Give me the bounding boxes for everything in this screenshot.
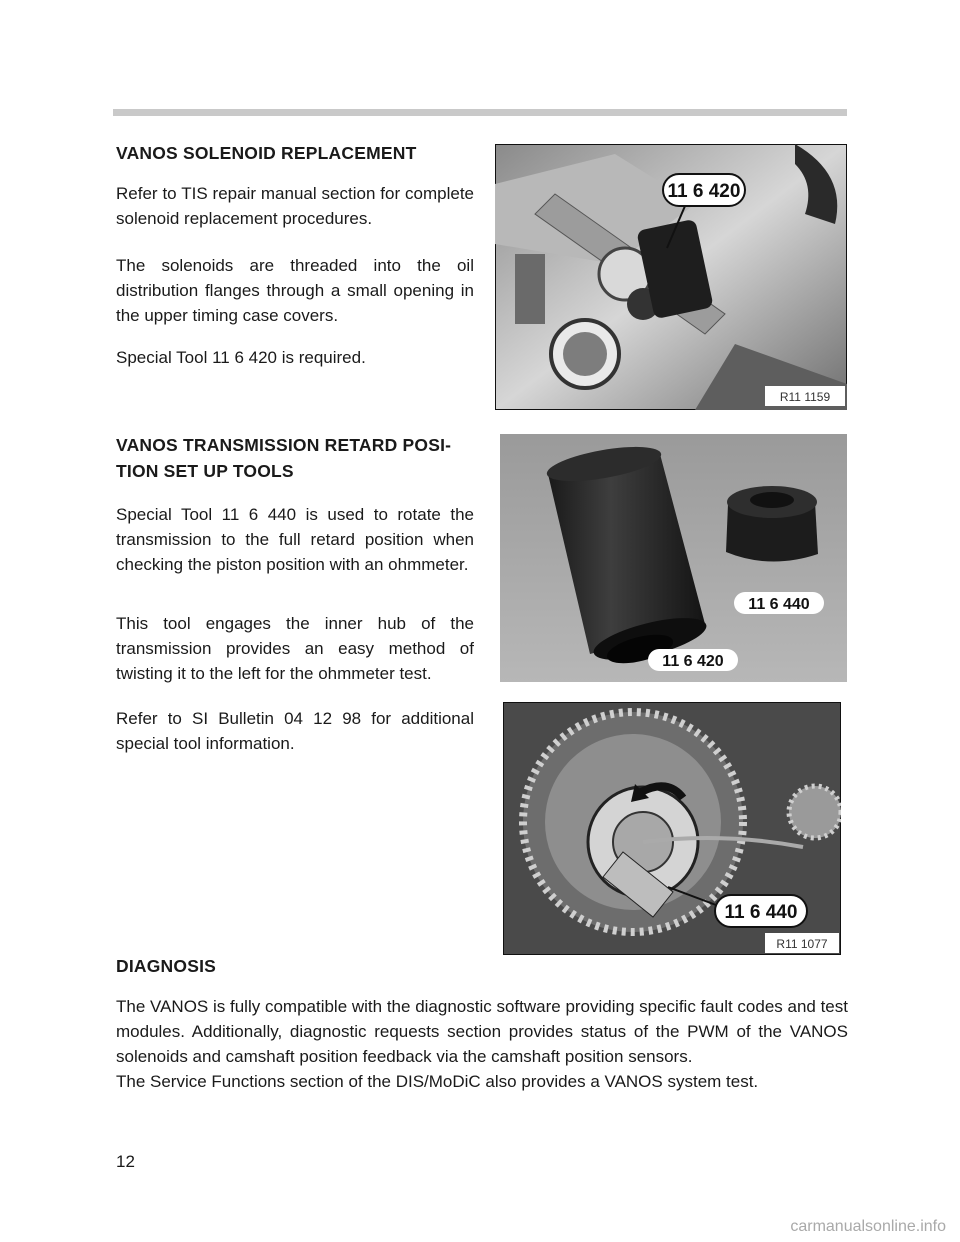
paragraph-si-bulletin: Refer to SI Bulletin 04 12 98 for additional special tool information.: [116, 709, 474, 753]
page-number: 12: [116, 1152, 135, 1171]
paragraph-special-tool-required: Special Tool 11 6 420 is required.: [116, 348, 366, 367]
header-rule: [113, 109, 847, 116]
section-heading-diagnosis: DIAGNOSIS: [116, 956, 217, 976]
section-heading-retard-line2: TION SET UP TOOLS: [116, 461, 294, 481]
figure-special-tools-photo: [500, 434, 847, 682]
footer-watermark: carmanualsonline.info: [790, 1218, 946, 1235]
paragraph-service-functions: The Service Functions section of the DIS/MoDiC also provides a VANOS system test.: [116, 1072, 759, 1091]
section-heading-solenoid-replacement: VANOS SOLENOID REPLACEMENT: [116, 143, 417, 163]
callout-label: 11 6 440: [724, 902, 798, 923]
callout-label-a: 11 6 440: [748, 596, 810, 613]
paragraph-solenoid-threading: The solenoids are threaded into the oil distribution flanges through a small opening in the upper timing case covers.: [116, 256, 474, 325]
section-heading-retard-line1: VANOS TRANSMISSION RETARD POSI-: [116, 435, 452, 455]
paragraph-diagnosis-compatibility: The VANOS is fully compatible with the diagnostic software providing specific fault codes and test modules. Additionally, diagnostic requests section provides status of the PWM of the VANOS solenoids and camshaft position feedback via the camshaft position sensors.: [116, 997, 848, 1066]
paragraph-tool-11-6-440: Special Tool 11 6 440 is used to rotate the transmission to the full retard position when checking the piston position with an ohmmeter.: [116, 505, 474, 574]
figure-solenoid-tool-photo: [495, 144, 847, 410]
paragraph-tis-reference: Refer to TIS repair manual section for complete solenoid replacement procedures.: [116, 184, 474, 228]
callout-label-b: 11 6 420: [662, 653, 724, 670]
paragraph-tool-engagement: This tool engages the inner hub of the transmission provides an easy method of twisting it to the left for the ohmmeter test.: [116, 614, 474, 683]
figure-ref-label: R11 1077: [776, 937, 828, 951]
callout-label: 11 6 420: [667, 181, 741, 202]
figure-chain-sprocket-photo: [503, 702, 841, 955]
figure-ref-label: R11 1159: [779, 390, 831, 404]
